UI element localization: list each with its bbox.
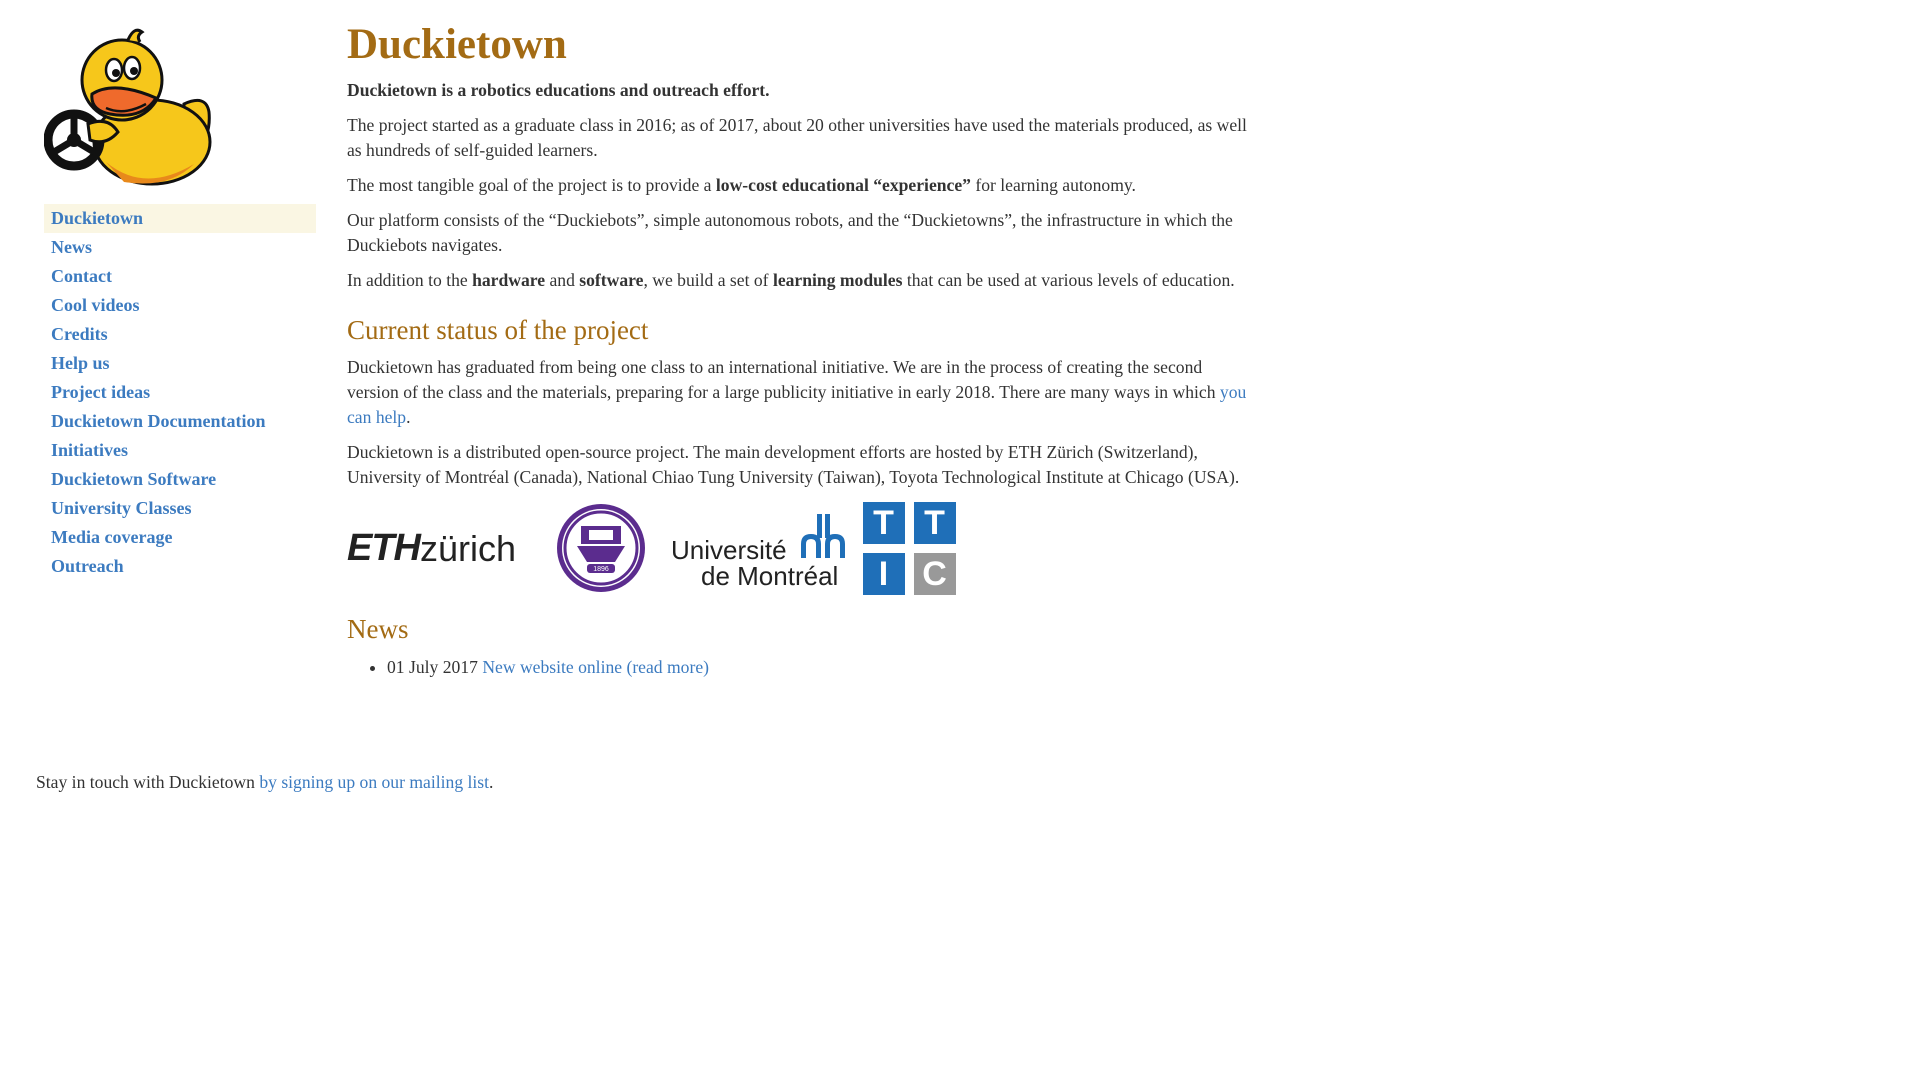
sidebar-link-outreach[interactable]: Outreach	[51, 556, 124, 576]
footer-text: Stay in touch with Duckietown	[36, 772, 260, 792]
footer-end: .	[489, 772, 494, 792]
sidebar-item	[44, 204, 316, 233]
modules-bold-software: software	[579, 270, 644, 290]
lead-paragraph: Duckietown is a robotics educations and outreach effort.	[347, 80, 770, 100]
sidebar-link-project-ideas[interactable]: Project ideas	[51, 382, 151, 402]
intro-paragraph: The project started as a graduate class in 2016; as of 2017, about 20 other universities have used the materials produced, as well as hundreds of self-guided learners.	[347, 115, 1247, 160]
partner-logos	[347, 502, 1247, 594]
eth-logo-light: zürich	[420, 527, 517, 569]
news-list	[347, 654, 1247, 681]
modules-text-2: and	[545, 270, 580, 290]
ttic-letter-i: I	[863, 553, 905, 595]
goal-bold: low-cost educational “experience”	[715, 175, 971, 195]
udem-line-1: Université	[671, 535, 787, 565]
sidebar-item	[44, 523, 316, 552]
sidebar-link-duckietown[interactable]: Duckietown	[44, 204, 316, 233]
sidebar-item	[44, 349, 316, 378]
ttic-letter-c: C	[914, 553, 956, 595]
news-link[interactable]: New website online (read more)	[482, 657, 710, 677]
duckietown-duck-logo[interactable]	[44, 24, 214, 194]
platform-paragraph: Our platform consists of the “Duckiebots”, simple autonomous robots, and the “Duckietowns”, the infrastructure in which the Duckiebots navigates.	[347, 210, 1233, 255]
nctu-year: 1896	[593, 566, 609, 573]
sidebar	[44, 24, 316, 581]
news-heading: News	[347, 614, 409, 644]
ttic-letter-t2: T	[914, 502, 956, 544]
main-content	[347, 18, 1247, 681]
partners-paragraph: Duckietown is a distributed open-source project. The main development efforts are hosted by ETH Zürich (Switzerland), University of Montréal (Canada), National Chiao Tung University (Taiwan), Toyota Technological Institute at Chicago (USA).	[347, 442, 1240, 487]
ttic-letter-t1: T	[863, 502, 905, 544]
universite-de-montreal-logo[interactable]	[660, 502, 862, 594]
modules-text-4: that can be used at various levels of education.	[902, 270, 1235, 290]
sidebar-link-cool-videos[interactable]: Cool videos	[51, 295, 140, 315]
sidebar-item	[44, 378, 316, 407]
modules-text-3: , we build a set of	[643, 270, 773, 290]
udem-logo-wrap	[671, 508, 851, 591]
sidebar-item	[44, 291, 316, 320]
sidebar-link-duckietown-documentation[interactable]: Duckietown Documentation	[51, 411, 266, 431]
footer	[36, 770, 493, 795]
sidebar-item	[44, 262, 316, 291]
modules-paragraph	[347, 268, 1247, 293]
goal-paragraph	[347, 173, 1247, 198]
eth-zurich-logo[interactable]	[347, 502, 542, 594]
ttic-logo[interactable]	[862, 502, 956, 594]
sidebar-link-credits[interactable]: Credits	[51, 324, 108, 344]
sidebar-menu	[44, 204, 316, 581]
goal-text-2: for learning autonomy.	[970, 175, 1136, 195]
sidebar-item	[44, 465, 316, 494]
sidebar-item	[44, 407, 316, 436]
mailing-list-link[interactable]: by signing up on our mailing list	[259, 772, 490, 792]
you-can-help-link[interactable]: you can help	[347, 382, 1247, 427]
modules-bold-learning: learning modules	[772, 270, 903, 290]
news-item	[387, 654, 1247, 681]
sidebar-item	[44, 320, 316, 349]
status-end: .	[406, 407, 411, 427]
nctu-seal-icon	[555, 502, 647, 594]
status-heading: Current status of the project	[347, 315, 649, 345]
modules-text-1: In addition to the	[347, 270, 473, 290]
sidebar-item	[44, 233, 316, 262]
news-date: 01 July 2017	[387, 657, 478, 677]
sidebar-link-duckietown-software[interactable]: Duckietown Software	[51, 469, 217, 489]
sidebar-link-news[interactable]: News	[51, 237, 92, 257]
sidebar-item	[44, 436, 316, 465]
sidebar-link-initiatives[interactable]: Initiatives	[51, 440, 129, 460]
sidebar-item	[44, 552, 316, 581]
page-title: Duckietown	[347, 21, 567, 68]
sidebar-link-university-classes[interactable]: University Classes	[51, 498, 192, 518]
nctu-seal-logo[interactable]	[542, 502, 660, 594]
sidebar-link-help-us[interactable]: Help us	[51, 353, 110, 373]
status-text: Duckietown has graduated from being one class to an international initiative. We are in the process of creating the second version of the class and the materials, preparing for a large publicity initiative in early 2018. There are many ways in which	[347, 357, 1220, 402]
udem-line-2: de Montréal	[701, 561, 839, 591]
udem-pillar-icon	[799, 514, 847, 558]
sidebar-link-media-coverage[interactable]: Media coverage	[51, 527, 173, 547]
eth-logo-bold: ETH	[347, 526, 420, 569]
ttic-grid	[863, 502, 956, 595]
sidebar-link-contact[interactable]: Contact	[51, 266, 112, 286]
status-paragraph	[347, 355, 1247, 430]
goal-text-1: The most tangible goal of the project is to provide a	[347, 175, 716, 195]
sidebar-item	[44, 494, 316, 523]
modules-bold-hardware: hardware	[472, 270, 546, 290]
